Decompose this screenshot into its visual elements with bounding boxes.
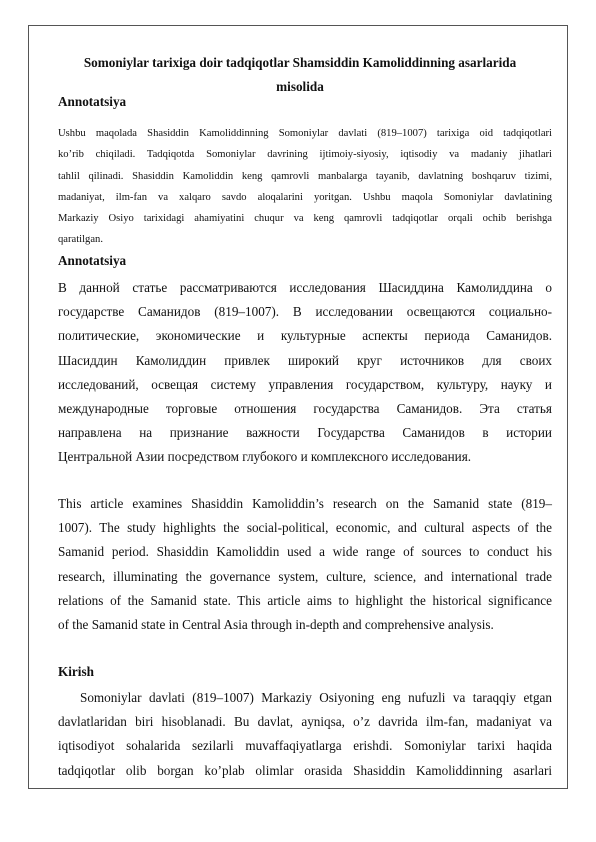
intro-heading: Kirish: [58, 664, 94, 679]
annotation-uz-line: madaniyat, ilm-fan va xalqaro savdo aloqalarini yoritgan. Ushbu maqola Somoniylar davlatining: [58, 191, 552, 203]
annotation-ru-line: исследований, освещая систему управления государством, культуру, науку и: [58, 376, 552, 392]
paper-title: Somoniylar tarixiga doir tadqiqotlar Shamsiddin Kamoliddinning asarlarida misolida: [83, 55, 517, 94]
abstract-en-line: relations of the Samanid state. This article aims to highlight the historical significance: [58, 592, 552, 608]
abstract-en-line: of the Samanid state in Central Asia through in-depth and comprehensive analysis.: [58, 617, 494, 633]
annotation-uz-text: [58, 123, 552, 251]
annotation-uz-line: tahlil qilinadi. Shasiddin Kamoliddin keng qamrovli manbalarga tayanib, davlatning boshqaruv tizimi,: [58, 170, 552, 182]
abstract-en-line: research, illuminating the governance system, culture, science, and international trade: [58, 568, 552, 584]
annotation-uz-heading: Annotatsiya: [58, 94, 127, 109]
annotation-ru-line: государстве Саманидов (819–1007). В исследовании освещаются социально-: [58, 304, 552, 320]
annotation-ru-line: В данной статье рассматриваются исследования Шасиддина Камолиддина о: [58, 280, 552, 295]
annotation-ru-heading: Annotatsiya: [58, 253, 127, 268]
intro-line: iqtisodiyot sohalarida sezilarli muvaffaqiyatlarga erishdi. Somoniylar tarixi haqida: [58, 738, 552, 754]
annotation-ru-line: Центральной Азии посредством глубокого и комплексного исследования.: [58, 449, 472, 465]
intro-text: [58, 686, 552, 783]
intro-line: tadqiqotlar olib borgan ko’plab olimlar orasida Shasiddin Kamoliddinning asarlari: [58, 762, 552, 778]
abstract-en-line: This article examines Shasiddin Kamoliddin’s research on the Samanid state (819–: [58, 496, 552, 511]
intro-line: davlatlaridan biri hisoblanadi. Bu davlat, ayniqsa, o’z davrida ilm-fan, madaniyat va: [58, 714, 552, 730]
annotation-uz-line: ko’rib chiqiladi. Tadqiqotda Somoniylar davrining ijtimoiy-siyosiy, iqtisodiy va madaniy jihatlari: [58, 149, 552, 161]
annotation-ru-line: международные торговые отношения государства Саманидов. Эта статья: [58, 401, 552, 417]
abstract-en-line: 1007). The study highlights the social-political, economic, and cultural aspects of the: [58, 520, 552, 536]
annotation-ru-line: Шасиддин Камолиддин привлек широкий круг источников для своих: [58, 352, 552, 368]
abstract-en-line: Samanid period. Shasiddin Kamoliddin used a wide range of sources to conduct his: [58, 544, 552, 560]
annotation-uz-line: Ushbu maqolada Shasiddin Kamoliddinning Somoniylar davlati (819–1007) tarixiga oid tadqiqotlari: [58, 128, 552, 139]
annotation-uz-line: Markaziy Osiyo tarixidagi ahamiyatini chuqur va keng qamrovli tadqiqotlar orqali ochib berishga: [58, 213, 552, 225]
annotation-ru-text: [58, 276, 552, 470]
annotation-ru-line: направлена на признание важности Государства Саманидов в истории: [58, 425, 552, 441]
annotation-uz-line: qaratilgan.: [58, 234, 104, 246]
abstract-en-text: [58, 492, 552, 637]
annotation-ru-line: политические, экономические и культурные аспекты периода Саманидов.: [58, 328, 552, 344]
intro-line: Somoniylar davlati (819–1007) Markaziy Osiyoning eng nufuzli va taraqqiy etgan: [80, 690, 552, 705]
